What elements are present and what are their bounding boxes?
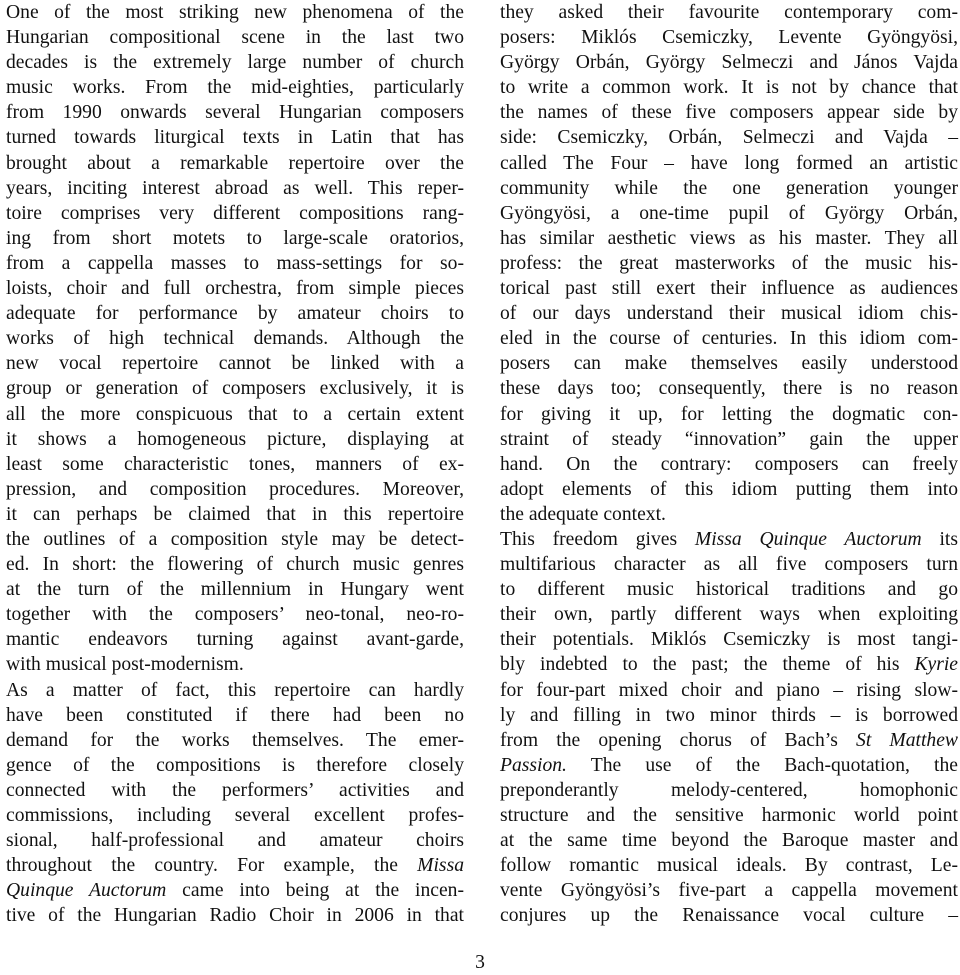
- text-line: [500, 577, 958, 602]
- line-text: they asked their favourite contemporary com-: [500, 2, 958, 23]
- text-line: [500, 627, 958, 652]
- text-line: [6, 376, 464, 401]
- text-line: [500, 100, 958, 125]
- line-text: least some characteristic tones, manners of ex-: [6, 453, 464, 475]
- line-text: group or generation of composers exclusively, it is: [6, 378, 464, 400]
- text-line: [500, 527, 958, 552]
- line-text: demand for the works themselves. The emer-: [6, 729, 464, 751]
- line-text: their own, partly different ways when exploiting: [500, 604, 958, 626]
- line-text: new vocal repertoire cannot be linked with a: [6, 353, 464, 375]
- line-text: from the opening chorus of Bach’s: [500, 729, 857, 751]
- text-line: [500, 778, 958, 803]
- line-text: connected with the performers’ activities and: [6, 779, 464, 801]
- line-text: called The Four – have long formed an artistic: [500, 152, 958, 174]
- text-line: [6, 477, 464, 502]
- text-line: [6, 903, 464, 928]
- line-text: mantic endeavors turning against avant-garde,: [6, 629, 464, 651]
- text-line: [6, 878, 464, 903]
- text-line: [6, 703, 464, 728]
- line-text: for giving it up, for letting the dogmatic con-: [500, 403, 958, 425]
- text-line: [6, 427, 464, 452]
- text-line: [500, 602, 958, 627]
- line-text: the adequate context.: [500, 503, 666, 525]
- line-text: ing from short motets to large-scale oratorios,: [6, 227, 464, 249]
- text-line: [6, 50, 464, 75]
- text-line: [500, 50, 958, 75]
- line-text: adequate for performance by amateur choirs to: [6, 303, 464, 325]
- text-line: [6, 226, 464, 251]
- line-text: from 1990 onwards several Hungarian composers: [6, 102, 464, 124]
- line-text: from a cappella masses to mass-settings for so-: [6, 252, 464, 274]
- line-text: preponderantly melody-centered, homophonic: [500, 779, 958, 801]
- text-line: [6, 351, 464, 376]
- line-text: torical past still exert their influence as audiences: [500, 278, 958, 300]
- text-line: [500, 678, 958, 703]
- line-text: these days too; consequently, there is no reason: [500, 378, 958, 400]
- text-line: [500, 878, 958, 903]
- line-text: As a matter of fact, this repertoire can hardly: [6, 679, 464, 701]
- italic-title-text: Kyrie: [914, 654, 958, 676]
- line-text: This freedom gives: [500, 528, 695, 550]
- text-line: [6, 627, 464, 652]
- text-line: [500, 301, 958, 326]
- text-line: [500, 552, 958, 577]
- line-text: at the turn of the millennium in Hungary went: [6, 579, 464, 601]
- page-number: 3: [475, 952, 485, 973]
- text-line: [6, 552, 464, 577]
- italic-title-text: Missa Quinque Auctorum: [694, 528, 922, 550]
- line-text: the names of these five composers appear side by: [500, 102, 958, 124]
- line-text: with musical post-modernism.: [6, 654, 244, 676]
- text-line: [6, 753, 464, 778]
- line-text: commissions, including several excellent profes-: [6, 805, 464, 826]
- text-line: [6, 452, 464, 477]
- text-line: [500, 903, 958, 928]
- text-line: [6, 276, 464, 301]
- line-text: for four-part mixed choir and piano – rising slow-: [500, 679, 958, 701]
- line-text: of our days understand their musical idiom chis-: [500, 303, 958, 325]
- line-text: posers can make themselves easily understood: [500, 353, 958, 375]
- line-text: works of high technical demands. Although the: [6, 328, 464, 350]
- text-line: [6, 778, 464, 803]
- text-line: [500, 703, 958, 728]
- line-text: pression, and composition procedures. Moreover,: [6, 478, 464, 500]
- text-line: [500, 125, 958, 150]
- text-line: [6, 75, 464, 100]
- text-line: [6, 100, 464, 125]
- text-line: [6, 301, 464, 326]
- text-line: [500, 276, 958, 301]
- text-line: [500, 427, 958, 452]
- line-text: to different music historical traditions and go: [500, 579, 958, 601]
- line-text: loists, choir and full orchestra, from simple pieces: [6, 278, 464, 300]
- line-text: years, inciting interest abroad as well. This reper-: [6, 177, 464, 199]
- line-text: it shows a homogeneous picture, displaying at: [6, 428, 464, 450]
- italic-title-text: St Matthew: [856, 729, 958, 751]
- text-line: [6, 25, 464, 50]
- left-text-column: [6, 0, 464, 928]
- text-line: [500, 452, 958, 477]
- text-line: [500, 828, 958, 853]
- text-line: [6, 125, 464, 150]
- line-text: tive of the Hungarian Radio Choir in 2006 in that: [6, 905, 464, 927]
- line-text: ly and filling in two minor thirds – is borrowed: [500, 704, 958, 726]
- text-line: [6, 728, 464, 753]
- line-text: The use of the Bach-quotation, the: [566, 754, 958, 776]
- line-text: Hungarian compositional scene in the last two: [6, 27, 464, 49]
- line-text: multifarious character as all five composers turn: [500, 554, 958, 576]
- text-line: [500, 351, 958, 376]
- line-text: it can perhaps be claimed that in this repertoire: [6, 503, 464, 525]
- line-text: hand. On the contrary: composers can freely: [500, 453, 958, 475]
- text-line: [6, 502, 464, 527]
- text-line: [500, 226, 958, 251]
- line-text: at the same time beyond the Baroque master and: [500, 830, 958, 852]
- line-text: community while the one generation younger: [500, 177, 958, 199]
- text-line: [500, 251, 958, 276]
- line-text: sional, half-professional and amateur choirs: [6, 830, 464, 852]
- text-line: [500, 376, 958, 401]
- line-text: eled in the course of centuries. In this idiom com-: [500, 328, 958, 350]
- italic-title-text: Passion.: [500, 754, 567, 776]
- text-line: [6, 602, 464, 627]
- text-line: [500, 652, 958, 677]
- text-line: [500, 201, 958, 226]
- line-text: have been constituted if there had been no: [6, 704, 464, 726]
- right-text-column: [500, 0, 958, 928]
- line-text: bly indebted to the past; the theme of his: [500, 654, 915, 676]
- line-text: together with the composers’ neo-tonal, neo-ro-: [6, 604, 464, 626]
- text-line: [500, 803, 958, 828]
- text-line: [500, 728, 958, 753]
- line-text: gence of the compositions is therefore closely: [6, 754, 464, 776]
- text-line: [6, 0, 464, 25]
- line-text: turned towards liturgical texts in Latin that has: [6, 127, 464, 149]
- line-text: adopt elements of this idiom putting them into: [500, 478, 958, 500]
- text-line: [6, 176, 464, 201]
- text-line: [6, 853, 464, 878]
- text-line: [6, 326, 464, 351]
- line-text: conjures up the Renaissance vocal culture –: [500, 905, 958, 927]
- line-text: music works. From the mid-eighties, particularly: [6, 77, 464, 99]
- text-line: [500, 477, 958, 502]
- text-line: [6, 402, 464, 427]
- text-line: [500, 0, 958, 25]
- line-text: toire comprises very different compositions rang-: [6, 202, 464, 224]
- line-text: Gyöngyösi, a one-time pupil of György Orbán,: [500, 202, 958, 224]
- text-line: [500, 502, 958, 527]
- line-text: follow romantic musical ideals. By contrast, Le-: [500, 855, 958, 877]
- italic-title-text: Missa: [417, 855, 464, 877]
- line-text: ed. In short: the flowering of church music genres: [6, 554, 464, 576]
- text-line: [500, 151, 958, 176]
- text-line: [6, 828, 464, 853]
- line-text: came into being at the incen-: [166, 880, 464, 902]
- text-line: [6, 678, 464, 703]
- line-text: György Orbán, György Selmeczi and János Vajda: [500, 52, 958, 74]
- text-line: [500, 402, 958, 427]
- text-line: [6, 577, 464, 602]
- line-text: throughout the country. For example, the: [6, 855, 418, 877]
- text-line: [500, 753, 958, 778]
- line-text: its: [921, 528, 958, 550]
- text-line: [6, 151, 464, 176]
- line-text: profess: the great masterworks of the music his-: [500, 252, 958, 274]
- line-text: brought about a remarkable repertoire over the: [6, 152, 464, 174]
- text-line: [6, 527, 464, 552]
- line-text: structure and the sensitive harmonic world point: [500, 805, 958, 826]
- line-text: posers: Miklós Csemiczky, Levente Gyöngyösi,: [500, 27, 958, 49]
- line-text: vente Gyöngyösi’s five-part a cappella movement: [500, 880, 958, 902]
- line-text: the outlines of a composition style may be detect-: [6, 528, 464, 550]
- line-text: has similar aesthetic views as his master. They all: [500, 227, 958, 249]
- line-text: all the more conspicuous that to a certain extent: [6, 403, 464, 425]
- line-text: to write a common work. It is not by chance that: [500, 77, 958, 99]
- text-line: [500, 176, 958, 201]
- text-line: [500, 75, 958, 100]
- text-line: [6, 201, 464, 226]
- text-line: [6, 803, 464, 828]
- text-line: [500, 326, 958, 351]
- text-line: [500, 853, 958, 878]
- text-line: [6, 251, 464, 276]
- line-text: One of the most striking new phenomena of the: [6, 2, 464, 23]
- line-text: straint of steady “innovation” gain the upper: [500, 428, 958, 450]
- line-text: side: Csemiczky, Orbán, Selmeczi and Vajda –: [500, 127, 958, 149]
- line-text: decades is the extremely large number of church: [6, 52, 464, 74]
- italic-title-text: Quinque Auctorum: [6, 880, 167, 902]
- text-line: [500, 25, 958, 50]
- line-text: their potentials. Miklós Csemiczky is most tangi-: [500, 629, 958, 651]
- text-line: [6, 652, 464, 677]
